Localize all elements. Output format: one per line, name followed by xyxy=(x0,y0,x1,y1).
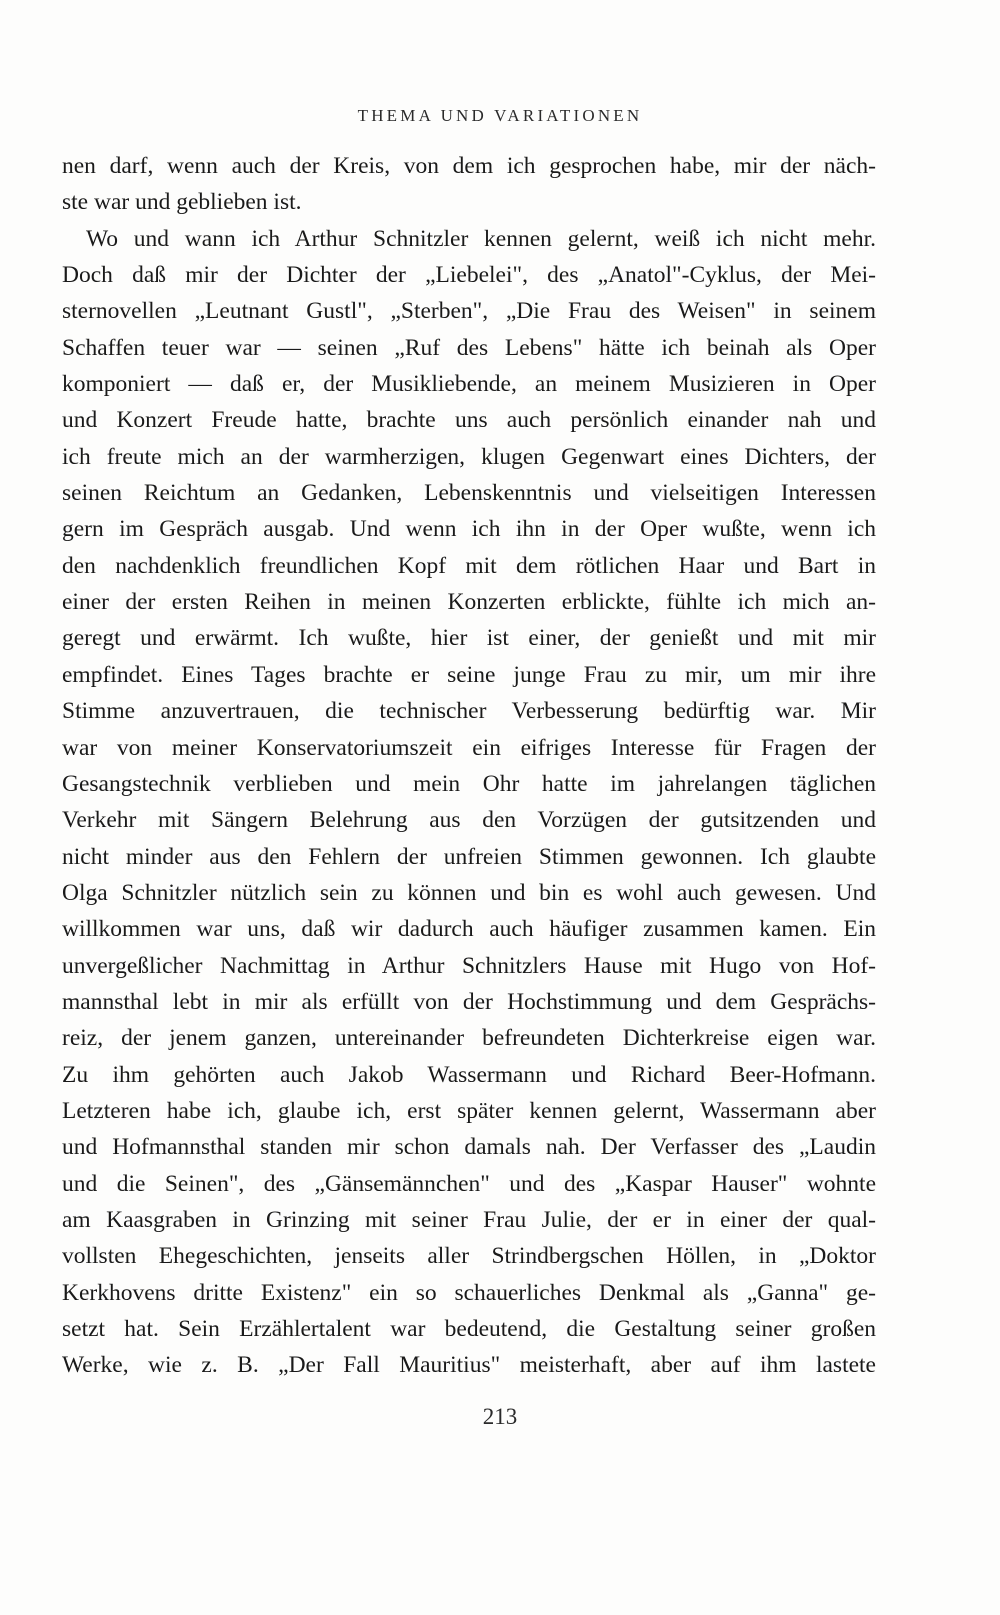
text-line: Olga Schnitzler nützlich sein zu können und bin es wohl auch gewesen. Und xyxy=(62,879,876,906)
text-line: nicht minder aus den Fehlern der unfreien Stimmen gewonnen. Ich glaubte xyxy=(62,843,876,870)
text-line: geregt und erwärmt. Ich wußte, hier ist einer, der genießt und mit mir xyxy=(62,625,876,652)
page-number: 213 xyxy=(482,1404,518,1429)
body-text xyxy=(62,148,876,1384)
text-line: Gesangstechnik verblieben und mein Ohr hatte im jahrelangen täglichen xyxy=(62,770,876,797)
text-line: Stimme anzuvertrauen, die technischer Verbesserung bedürftig war. Mir xyxy=(62,698,876,725)
text-line: nen darf, wenn auch der Kreis, von dem ich gesprochen habe, mir der näch- xyxy=(62,153,876,179)
text-line: am Kaasgraben in Grinzing mit seiner Frau Julie, der er in einer der qual- xyxy=(62,1206,876,1233)
text-line: reiz, der jenem ganzen, untereinander befreundeten Dichterkreise eigen war. xyxy=(62,1025,876,1052)
text-line: sternovellen „Leutnant Gustl", „Sterben", „Die Frau des Weisen" in seinem xyxy=(62,298,876,325)
text-line: willkommen war uns, daß wir dadurch auch häufiger zusammen kamen. Ein xyxy=(62,916,876,943)
text-line: gern im Gespräch ausgab. Und wenn ich ihn in der Oper wußte, wenn ich xyxy=(62,516,876,543)
text-line: Kerkhovens dritte Existenz" ein so schauerliches Denkmal als „Ganna" ge- xyxy=(62,1279,876,1306)
text-line: empfindet. Eines Tages brachte er seine junge Frau zu mir, um mir ihre xyxy=(62,661,876,688)
text-line: unvergeßlicher Nachmittag in Arthur Schnitzlers Hause mit Hugo von Hof- xyxy=(62,952,876,979)
text-line: Doch daß mir der Dichter der „Liebelei", des „Anatol"-Cyklus, der Mei- xyxy=(62,262,876,289)
text-line: Schaffen teuer war — seinen „Ruf des Lebens" hätte ich beinah als Oper xyxy=(62,334,876,361)
text-line: ich freute mich an der warmherzigen, klugen Gegenwart eines Dichters, der xyxy=(62,443,876,470)
text-line: und die Seinen", des „Gänsemännchen" und des „Kaspar Hauser" wohnte xyxy=(62,1170,876,1197)
text-line: mannsthal lebt in mir als erfüllt von der Hochstimmung und dem Gesprächs- xyxy=(62,988,876,1015)
text-line: Zu ihm gehörten auch Jakob Wassermann und Richard Beer-Hofmann. xyxy=(62,1061,876,1088)
text-line: war von meiner Konservatoriumszeit ein eifriges Interesse für Fragen der xyxy=(62,734,876,761)
text-line: setzt hat. Sein Erzählertalent war bedeutend, die Gestaltung seiner großen xyxy=(62,1316,876,1342)
text-line: den nachdenklich freundlichen Kopf mit dem rötlichen Haar und Bart in xyxy=(62,552,876,579)
text-line: Wo und wann ich Arthur Schnitzler kennen gelernt, weiß ich nicht mehr. xyxy=(86,225,876,252)
running-head: THEMA UND VARIATIONEN xyxy=(357,106,643,125)
text-line: seinen Reichtum an Gedanken, Lebenskenntnis und vielseitigen Interessen xyxy=(62,480,876,507)
text-line: einer der ersten Reihen in meinen Konzerten erblickte, fühlte ich mich an- xyxy=(62,589,876,616)
text-line: Werke, wie z. B. „Der Fall Mauritius" meisterhaft, aber auf ihm lastete xyxy=(62,1352,876,1379)
text-line: und Hofmannsthal standen mir schon damals nah. Der Verfasser des „Laudin xyxy=(62,1134,876,1161)
text-line: Verkehr mit Sängern Belehrung aus den Vorzügen der gutsitzenden und xyxy=(62,807,876,834)
text-line: vollsten Ehegeschichten, jenseits aller Strindbergschen Höllen, in „Doktor xyxy=(62,1243,876,1270)
text-line: und Konzert Freude hatte, brachte uns auch persönlich einander nah und xyxy=(62,407,876,434)
text-line: Letzteren habe ich, glaube ich, erst später kennen gelernt, Wassermann aber xyxy=(62,1097,876,1124)
text-line: komponiert — daß er, der Musikliebende, an meinem Musizieren in Oper xyxy=(62,371,876,398)
text-line: ste war und geblieben ist. xyxy=(62,189,302,216)
